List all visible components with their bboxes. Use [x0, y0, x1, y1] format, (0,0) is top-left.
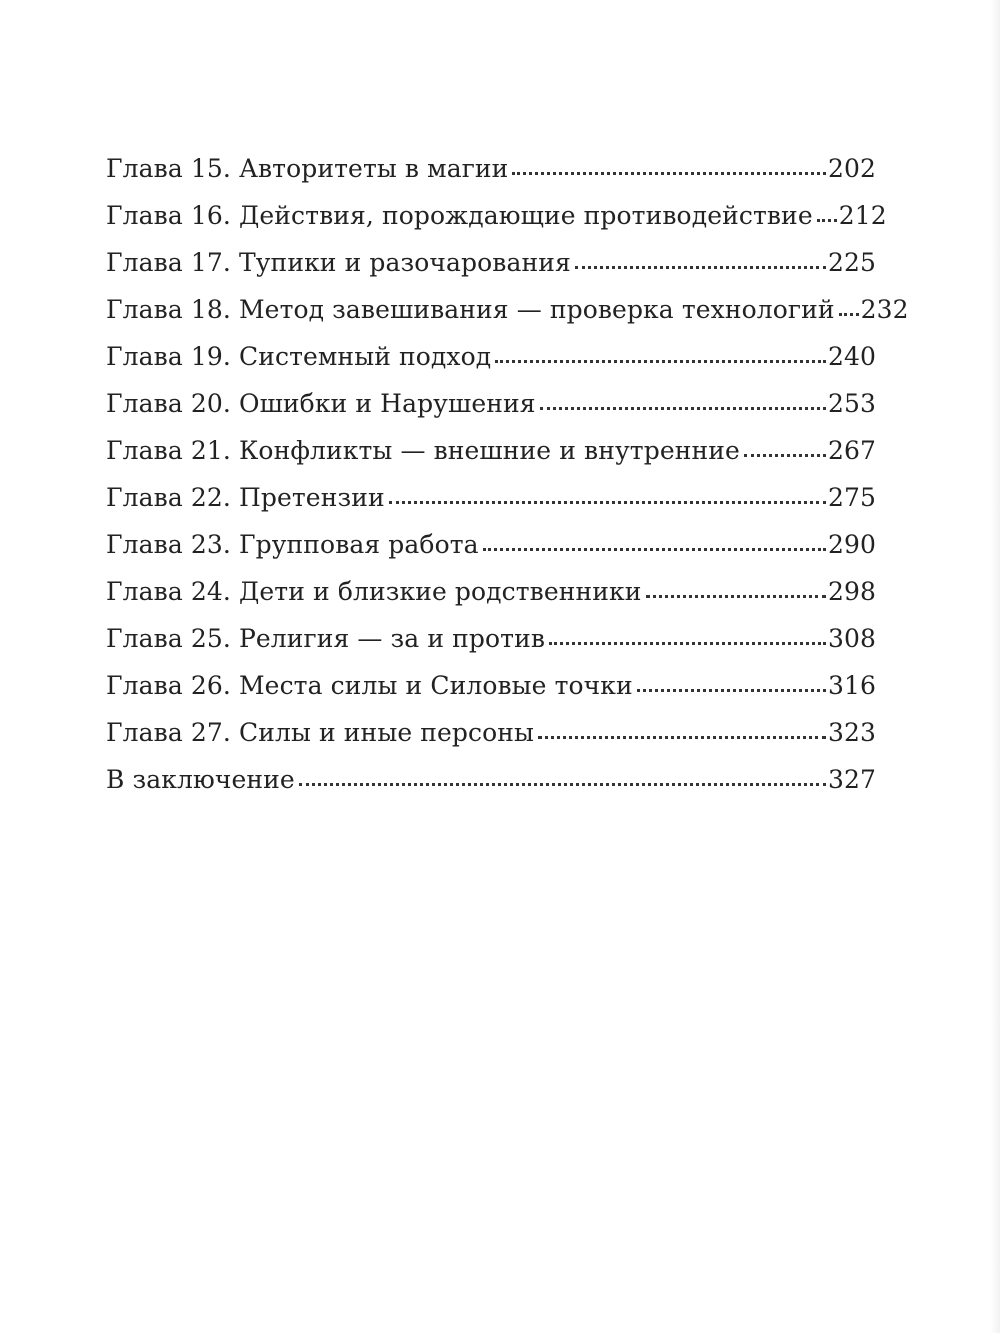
toc-entry-chapter-23 — [106, 521, 876, 568]
toc-entry-page: 212 — [838, 201, 887, 230]
toc-dot-leader — [512, 172, 826, 175]
toc-dot-leader — [483, 548, 826, 551]
toc-entry-page: 323 — [827, 718, 876, 747]
toc-dot-leader — [744, 454, 826, 457]
toc-entry-chapter-17 — [106, 239, 876, 286]
toc-entry-page: 290 — [827, 530, 876, 559]
toc-dot-leader — [389, 501, 826, 504]
toc-entry-page: 275 — [827, 483, 876, 512]
table-of-contents — [106, 145, 909, 803]
toc-entry-title: Глава 23. Групповая работа — [106, 530, 479, 559]
toc-entry-title: Глава 27. Силы и иные персоны — [106, 718, 535, 747]
toc-entry-chapter-18 — [106, 286, 909, 333]
toc-entry-title: Глава 19. Системный подход — [106, 342, 492, 371]
toc-entry-chapter-19 — [106, 333, 876, 380]
toc-dot-leader — [299, 783, 826, 786]
toc-entry-title: Глава 22. Претензии — [106, 483, 385, 512]
toc-entry-chapter-21 — [106, 427, 876, 474]
toc-dot-leader — [540, 407, 826, 410]
toc-entry-title: Глава 16. Действия, порождающие противодействие — [106, 201, 813, 230]
toc-entry-conclusion — [106, 756, 876, 803]
toc-entry-page: 267 — [827, 436, 876, 465]
toc-entry-chapter-22 — [106, 474, 876, 521]
toc-dot-leader — [817, 219, 837, 222]
toc-entry-title: Глава 17. Тупики и разочарования — [106, 248, 571, 277]
toc-entry-title: Глава 25. Религия — за и против — [106, 624, 546, 653]
toc-entry-title: Глава 20. Ошибки и Нарушения — [106, 389, 536, 418]
toc-dot-leader — [495, 360, 826, 363]
toc-dot-leader — [538, 736, 826, 739]
toc-dot-leader — [646, 595, 826, 598]
toc-entry-title: Глава 26. Места силы и Силовые точки — [106, 671, 633, 700]
toc-entry-chapter-24 — [106, 568, 876, 615]
toc-entry-page: 327 — [827, 765, 876, 794]
toc-dot-leader — [637, 689, 826, 692]
toc-entry-chapter-27 — [106, 709, 876, 756]
toc-entry-page: 232 — [860, 295, 909, 324]
toc-entry-page: 298 — [827, 577, 876, 606]
toc-dot-leader — [549, 642, 826, 645]
toc-entry-title: В заключение — [106, 765, 295, 794]
toc-entry-page: 316 — [827, 671, 876, 700]
toc-entry-page: 240 — [827, 342, 876, 371]
toc-dot-leader — [839, 313, 859, 316]
toc-entry-page: 308 — [827, 624, 876, 653]
toc-entry-chapter-20 — [106, 380, 876, 427]
page-edge-shadow — [990, 0, 1000, 1333]
toc-entry-chapter-15 — [106, 145, 876, 192]
toc-entry-page: 253 — [827, 389, 876, 418]
toc-entry-chapter-25 — [106, 615, 876, 662]
toc-entry-chapter-26 — [106, 662, 876, 709]
toc-entry-title: Глава 18. Метод завешивания — проверка технологий — [106, 295, 835, 324]
toc-dot-leader — [575, 266, 826, 269]
toc-entry-page: 202 — [827, 154, 876, 183]
toc-entry-title: Глава 21. Конфликты — внешние и внутренние — [106, 436, 740, 465]
toc-entry-title: Глава 24. Дети и близкие родственники — [106, 577, 642, 606]
toc-entry-title: Глава 15. Авторитеты в магии — [106, 154, 509, 183]
toc-entry-chapter-16 — [106, 192, 887, 239]
toc-entry-page: 225 — [827, 248, 876, 277]
